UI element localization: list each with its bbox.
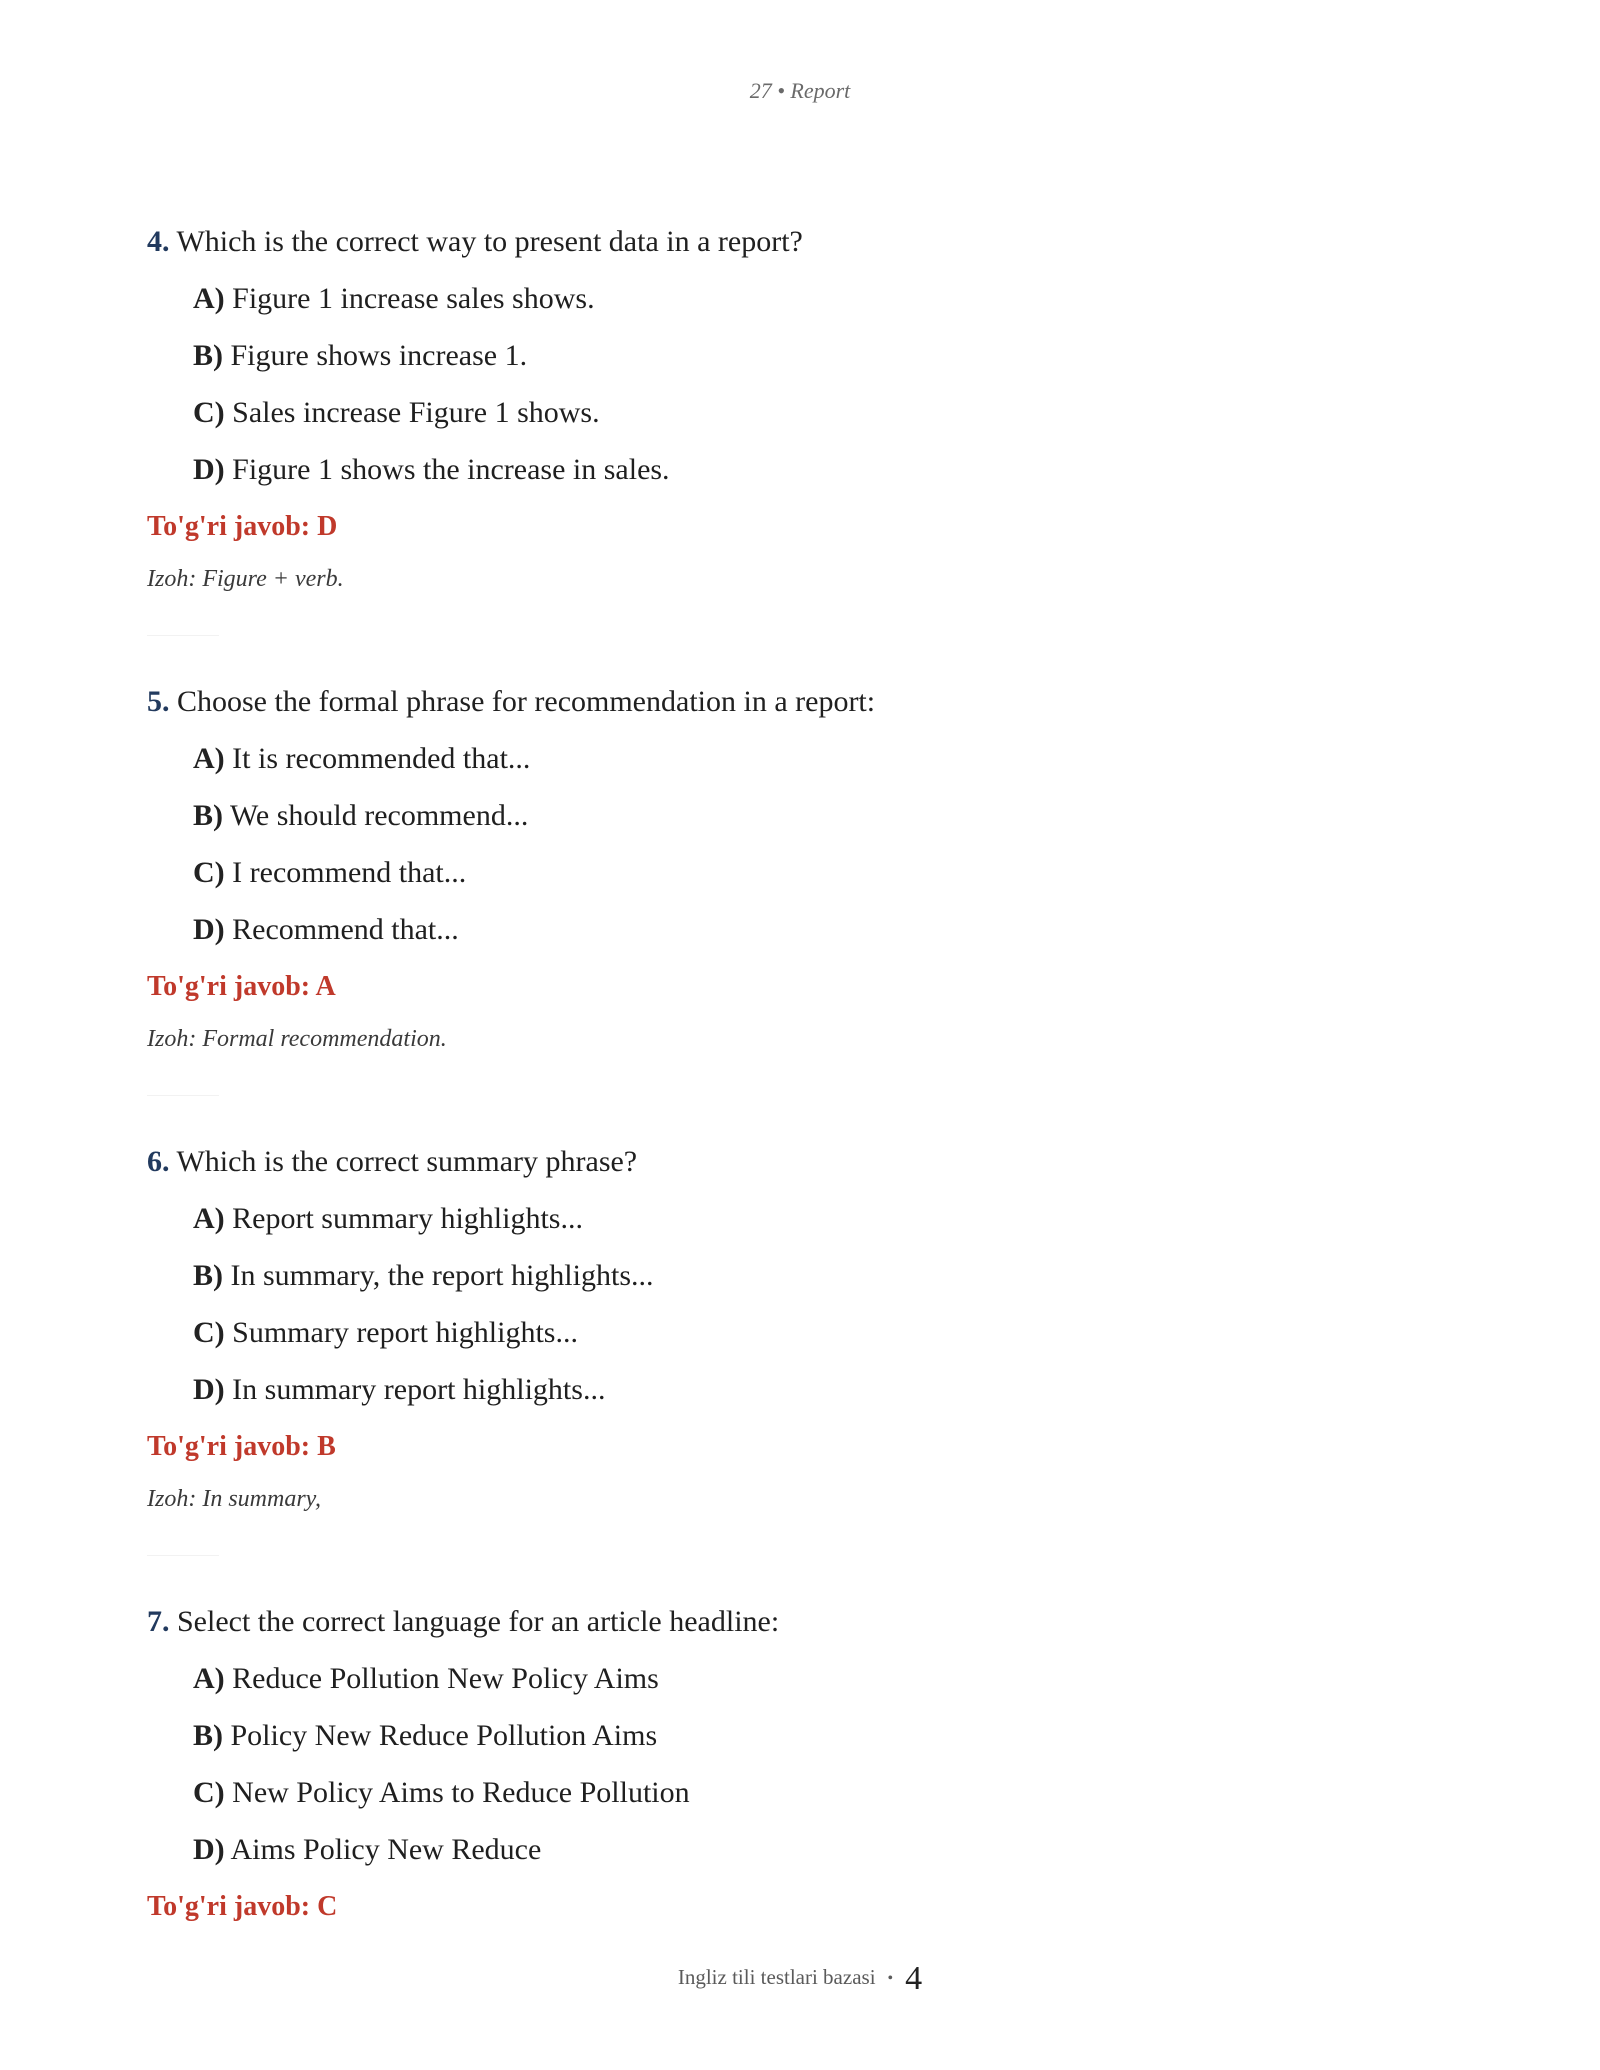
option-text: Figure 1 increase sales shows. bbox=[232, 282, 595, 315]
option-letter: D) bbox=[193, 453, 225, 486]
option-letter: A) bbox=[193, 282, 225, 315]
option-b bbox=[147, 336, 1447, 376]
option-d bbox=[147, 450, 1447, 490]
option-list bbox=[147, 1659, 1447, 1870]
question-stem bbox=[147, 682, 1447, 722]
option-letter: D) bbox=[193, 1833, 225, 1866]
option-text: Report summary highlights... bbox=[232, 1202, 583, 1235]
question-5 bbox=[147, 682, 1447, 1096]
footer-label: Ingliz tili testlari bazasi bbox=[677, 1964, 876, 1989]
page-footer bbox=[0, 1960, 1600, 1998]
divider bbox=[147, 1095, 219, 1096]
divider bbox=[147, 1555, 219, 1556]
option-c bbox=[147, 853, 1447, 893]
option-text: Reduce Pollution New Policy Aims bbox=[232, 1662, 659, 1695]
option-letter: C) bbox=[193, 1316, 225, 1349]
option-a bbox=[147, 1659, 1447, 1699]
option-list bbox=[147, 1199, 1447, 1410]
option-letter: C) bbox=[193, 396, 225, 429]
option-letter: A) bbox=[193, 1202, 225, 1235]
option-d bbox=[147, 1830, 1447, 1870]
option-letter: D) bbox=[193, 913, 225, 946]
option-letter: C) bbox=[193, 856, 225, 889]
option-list bbox=[147, 739, 1447, 950]
question-stem bbox=[147, 1142, 1447, 1182]
option-list bbox=[147, 279, 1447, 490]
option-c bbox=[147, 393, 1447, 433]
correct-answer: To'g'ri javob: B bbox=[147, 1431, 336, 1462]
option-text: In summary, the report highlights... bbox=[230, 1259, 654, 1292]
question-stem bbox=[147, 222, 1447, 262]
option-text: We should recommend... bbox=[229, 799, 529, 832]
option-letter: A) bbox=[193, 1662, 225, 1695]
question-text: Choose the formal phrase for recommendation in a report: bbox=[177, 685, 876, 718]
page-number: 4 bbox=[905, 1960, 923, 1997]
explanation-note: Izoh: In summary, bbox=[147, 1486, 321, 1512]
question-4 bbox=[147, 222, 1447, 636]
option-b bbox=[147, 1716, 1447, 1756]
explanation-note: Izoh: Figure + verb. bbox=[147, 566, 344, 592]
question-7 bbox=[147, 1602, 1447, 1927]
option-text: Sales increase Figure 1 shows. bbox=[232, 396, 600, 429]
page-header: 27 • Report bbox=[749, 78, 851, 103]
option-letter: A) bbox=[193, 742, 225, 775]
explanation-note: Izoh: Formal recommendation. bbox=[147, 1026, 447, 1052]
option-d bbox=[147, 1370, 1447, 1410]
option-text: I recommend that... bbox=[232, 856, 467, 889]
option-text: Figure shows increase 1. bbox=[230, 339, 528, 372]
question-stem bbox=[147, 1602, 1447, 1642]
correct-answer: To'g'ri javob: A bbox=[147, 971, 336, 1002]
correct-answer: To'g'ri javob: D bbox=[147, 511, 338, 542]
question-text: Which is the correct way to present data in a report? bbox=[176, 225, 803, 258]
question-number: 6. bbox=[147, 1145, 170, 1178]
option-letter: B) bbox=[193, 339, 223, 372]
option-text: Figure 1 shows the increase in sales. bbox=[232, 453, 670, 486]
footer-separator: • bbox=[887, 1970, 894, 1987]
option-letter: B) bbox=[193, 799, 223, 832]
question-text: Select the correct language for an article headline: bbox=[177, 1605, 780, 1638]
question-text: Which is the correct summary phrase? bbox=[176, 1145, 638, 1178]
option-text: Recommend that... bbox=[232, 913, 459, 946]
option-text: It is recommended that... bbox=[232, 742, 531, 775]
option-a bbox=[147, 739, 1447, 779]
option-a bbox=[147, 279, 1447, 319]
option-b bbox=[147, 796, 1447, 836]
question-number: 7. bbox=[147, 1605, 170, 1638]
option-letter: C) bbox=[193, 1776, 225, 1809]
question-6 bbox=[147, 1142, 1447, 1556]
option-letter: D) bbox=[193, 1373, 225, 1406]
option-c bbox=[147, 1313, 1447, 1353]
question-number: 4. bbox=[147, 225, 170, 258]
option-text: Aims Policy New Reduce bbox=[230, 1833, 542, 1866]
option-text: New Policy Aims to Reduce Pollution bbox=[232, 1776, 690, 1809]
option-a bbox=[147, 1199, 1447, 1239]
correct-answer: To'g'ri javob: C bbox=[147, 1891, 338, 1922]
question-number: 5. bbox=[147, 685, 170, 718]
option-b bbox=[147, 1256, 1447, 1296]
option-letter: B) bbox=[193, 1719, 223, 1752]
divider bbox=[147, 635, 219, 636]
option-text: Policy New Reduce Pollution Aims bbox=[230, 1719, 658, 1752]
option-c bbox=[147, 1773, 1447, 1813]
option-d bbox=[147, 910, 1447, 950]
option-text: In summary report highlights... bbox=[232, 1373, 606, 1406]
option-text: Summary report highlights... bbox=[232, 1316, 578, 1349]
option-letter: B) bbox=[193, 1259, 223, 1292]
